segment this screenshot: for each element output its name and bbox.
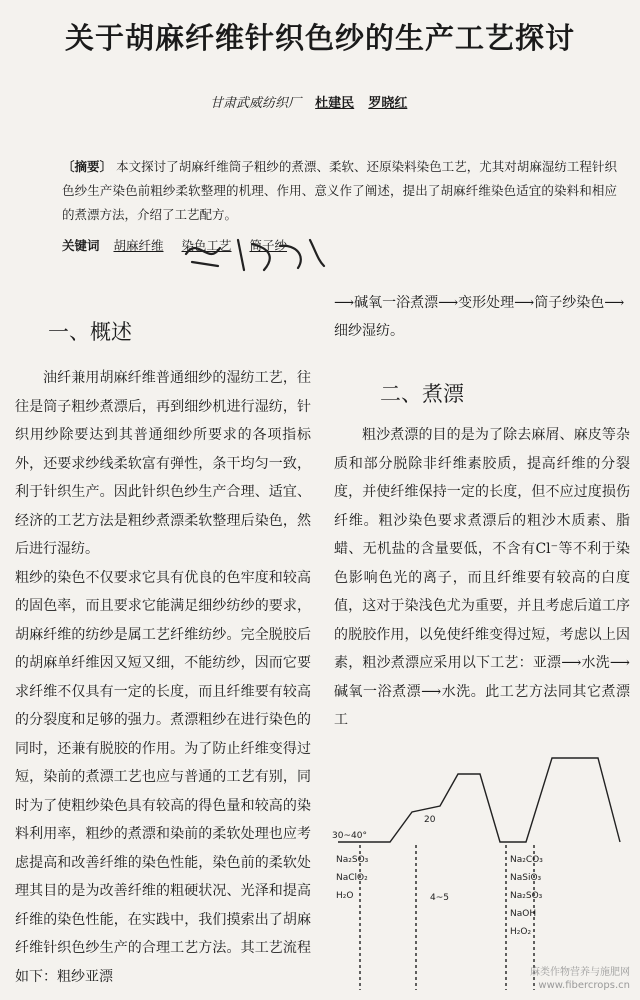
- handwritten-signature: [178, 226, 328, 276]
- section-heading-scouring: 二、煮漂: [380, 382, 464, 406]
- diagram-label: NaClO₂: [336, 873, 368, 883]
- diagram-label: Na₂SO₃: [510, 891, 543, 901]
- author-affiliation: 甘肃武威纺织厂: [210, 96, 302, 111]
- diagram-label: Na₂SO₃: [336, 855, 369, 865]
- diagram-label: H₂O₂: [510, 927, 532, 937]
- watermark: [530, 966, 630, 992]
- keyword: 筒子纱: [249, 238, 288, 253]
- diagram-label: 30~40°: [332, 831, 367, 841]
- abstract-text: 本文探讨了胡麻纤维筒子粗纱的煮漂、柔软、还原染料染色工艺，尤其对胡麻湿纺工程针织色纱生产染色前粗纱柔软整理的机理、作用、意义作了阐述，提出了胡麻纤维染色适宜的染料和相应的煮漂方法，介绍了工艺配方。: [62, 159, 617, 222]
- diagram-label: Na₂CO₃: [510, 855, 543, 865]
- process-flow-continued: ⟶碱氧一浴煮漂⟶变形处理⟶筒子纱染色⟶细纱湿纺。: [334, 295, 625, 339]
- author-name: 杜建民: [315, 96, 355, 111]
- paper-title: 关于胡麻纤维针织色纱的生产工艺探讨: [64, 21, 575, 55]
- watermark-line: www.fibercrops.cn: [538, 980, 630, 991]
- left-column: [15, 364, 311, 991]
- diagram-label: 4~5: [430, 893, 449, 903]
- diagram-label: 20: [424, 815, 436, 825]
- author-line: [210, 92, 417, 111]
- section-heading-overview: 一、概述: [48, 320, 132, 344]
- abstract: [62, 155, 617, 227]
- diagram-label: NaOH: [510, 909, 537, 919]
- watermark-line: 麻类作物营养与施肥网: [530, 967, 630, 978]
- paragraph: 粗纱的染色不仅要求它具有优良的色牢度和较高的固色率，而且要求它能满足细纱纺纱的要求，胡麻纤维的纺纱是属工艺纤维纺纱。完全脱胶后的胡麻单纤维因又短又细，不能纺纱，因而它要求纤维不仅具有一定的长度，而且纤维要有较高的分裂度和足够的强力。煮漂粗纱在进行染色的同时，还兼有脱胶的作用。为了防止纤维变得过短，染前的煮漂工艺也应与普通的工艺有别，同时为了使粗纱染色具有较高的得色量和较高的染料利用率，粗纱的煮漂和染前的柔软处理也应考虑提高和改善纤维的染色性能，染色前的柔软处理其目的是为改善纤维的粗硬状况、光泽和提高纤维的染色性能，在实践中，我们摸索出了胡麻纤维针织色纱生产的合理工艺方法。其工艺流程如下：粗纱亚漂: [15, 569, 311, 985]
- abstract-label: 〔摘要〕: [62, 159, 113, 174]
- process-temperature-diagram: [330, 750, 635, 995]
- temperature-curve: [338, 758, 620, 842]
- diagram-label: H₂O: [336, 891, 354, 901]
- paragraph: 油纤兼用胡麻纤维普通细纱的湿纺工艺，往往是筒子粗纱煮漂后，再到细纱机进行湿纺，针织用纱除要达到其普通细纱所要求的各项指标外，还要求纱线柔软富有弹性，条干均匀一致，利于针织生产。因此针织色纱生产合理、适宜、经济的工艺方法是粗纱煮漂柔软整理后染色，然后进行湿纺。: [15, 370, 311, 557]
- keywords-label: 关键词: [62, 238, 100, 253]
- keyword: 胡麻纤维: [113, 238, 164, 253]
- right-column: [334, 421, 630, 735]
- diagram-label: NaSiO₃: [510, 873, 542, 883]
- author-name: 罗晓红: [368, 96, 408, 111]
- paragraph: 粗沙煮漂的目的是为了除去麻屑、麻皮等杂质和部分脱除非纤维素胶质，提高纤维的分裂度，并使纤维保持一定的长度，但不应过度损伤纤维。粗沙染色要求煮漂后的粗沙木质素、脂蜡、无机盐的含量要低，不含有Cl⁻等不利于染色影响色光的离子，而且纤维要有较高的白度值，这对于染浅色尤为重要，并且考虑后道工序的脱胶作用，以免使纤维变得过短，考虑以上因素，粗沙煮漂应采用以下工艺：亚漂⟶水洗⟶碱氧一浴煮漂⟶水洗。此工艺方法同其它煮漂工: [334, 427, 630, 728]
- keyword: 染色工艺: [181, 238, 232, 253]
